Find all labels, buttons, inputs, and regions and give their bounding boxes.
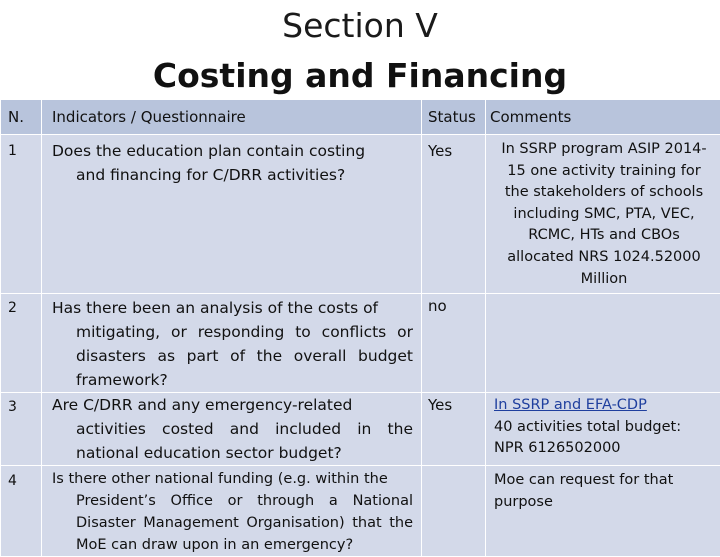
row-number: 1 bbox=[8, 135, 41, 159]
status-cell bbox=[422, 135, 486, 294]
question-text bbox=[52, 393, 413, 465]
page-title: Costing and Financing bbox=[0, 54, 720, 98]
status-cell bbox=[422, 466, 486, 557]
table-row bbox=[1, 135, 720, 294]
question-text bbox=[52, 135, 413, 187]
section-heading: Section V bbox=[0, 6, 720, 46]
row-number: 2 bbox=[8, 294, 41, 316]
question-text bbox=[52, 466, 413, 556]
status-value: Yes bbox=[428, 135, 485, 160]
question-first-line: Does the education plan contain costing bbox=[52, 139, 413, 163]
row-number-cell bbox=[1, 294, 42, 393]
row-number: 3 bbox=[8, 393, 41, 415]
row-number-cell bbox=[1, 393, 42, 466]
indicators-table bbox=[0, 99, 720, 557]
question-first-line: Is there other national funding (e.g. within the bbox=[52, 468, 413, 490]
question-continuation: and financing for C/DRR activities? bbox=[52, 163, 413, 187]
comment-text bbox=[494, 294, 714, 300]
status-value: Yes bbox=[428, 393, 485, 414]
question-text bbox=[52, 294, 413, 392]
status-value bbox=[428, 466, 485, 471]
column-header-number: N. bbox=[1, 100, 42, 135]
comments-cell bbox=[486, 135, 720, 294]
comment-text: In SSRP program ASIP 2014-15 one activity training for the stakeholders of schools including SMC, PTA, VEC, RCMC, HTs and CBOs allocated NRS 1024.52000 Million bbox=[494, 135, 714, 290]
question-continuation: President’s Office or through a National Disaster Management Organisation) that the MoE can draw upon in an emergency? bbox=[52, 490, 413, 556]
column-header-status: Status bbox=[422, 100, 486, 135]
status-value: no bbox=[428, 294, 485, 315]
column-header-questionnaire: Indicators / Questionnaire bbox=[42, 100, 422, 135]
table-row bbox=[1, 393, 720, 466]
status-cell bbox=[422, 393, 486, 466]
question-continuation: activities costed and included in the national education sector budget? bbox=[52, 417, 413, 465]
question-cell bbox=[42, 135, 422, 294]
column-header-comments: Comments bbox=[486, 100, 720, 135]
question-cell bbox=[42, 393, 422, 466]
comment-text: Moe can request for that purpose bbox=[494, 466, 714, 513]
row-number-cell bbox=[1, 466, 42, 557]
table-row bbox=[1, 294, 720, 393]
question-first-line: Are C/DRR and any emergency-related bbox=[52, 393, 413, 417]
comments-cell bbox=[486, 466, 720, 557]
comment-detail: 40 activities total budget: NPR 6126502000 bbox=[494, 419, 681, 457]
comments-cell bbox=[486, 294, 720, 393]
table-header-row bbox=[1, 100, 720, 135]
comment-link[interactable]: In SSRP and EFA-CDP bbox=[494, 397, 647, 413]
comments-cell bbox=[486, 393, 720, 466]
question-continuation: mitigating, or responding to conflicts or disasters as part of the overall budget framework? bbox=[52, 320, 413, 392]
comment-text bbox=[494, 393, 714, 460]
question-cell bbox=[42, 466, 422, 557]
table-row bbox=[1, 466, 720, 557]
question-first-line: Has there been an analysis of the costs of bbox=[52, 296, 413, 320]
row-number: 4 bbox=[8, 466, 41, 489]
question-cell bbox=[42, 294, 422, 393]
row-number-cell bbox=[1, 135, 42, 294]
status-cell bbox=[422, 294, 486, 393]
